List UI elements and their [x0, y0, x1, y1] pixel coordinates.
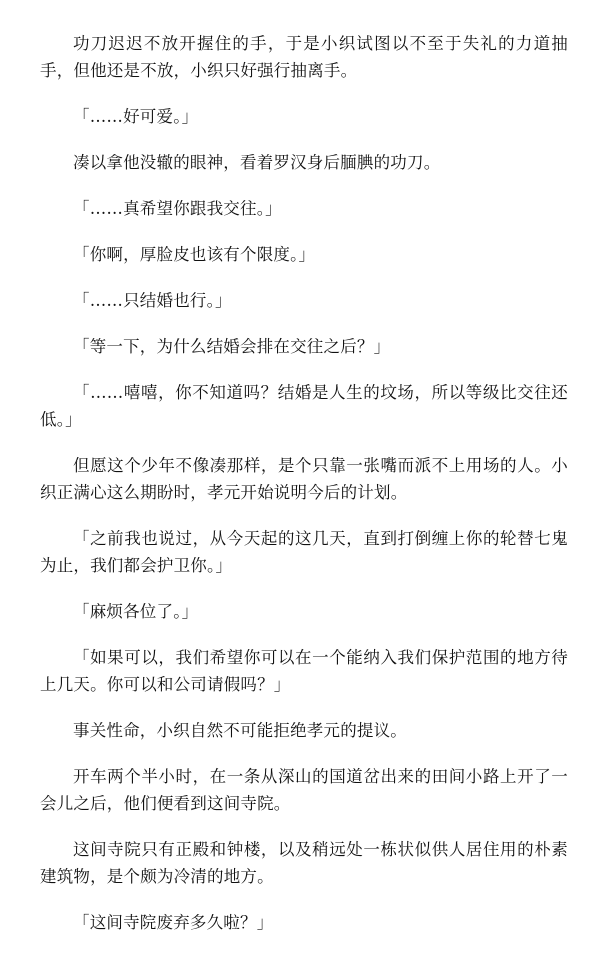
paragraph: 事关性命，小织自然不可能拒绝孝元的提议。 [73, 721, 407, 740]
paragraph: 凑以拿他没辙的眼神，看着罗汉身后腼腆的功刀。 [73, 153, 441, 172]
dialogue-line: 「……只结婚也行。」 [73, 291, 232, 310]
dialogue-line: 「……真希望你跟我交往。」 [73, 199, 282, 218]
paragraph: 开车两个半小时，在一条从深山的国道岔出来的田间小路上开了一会儿之后，他们便看到这间寺院。 [40, 767, 568, 813]
dialogue-line: 「……好可爱。」 [73, 107, 199, 126]
paragraph: 但愿这个少年不像凑那样，是个只靠一张嘴而派不上用场的人。小织正满心这么期盼时，孝元开始说明今后的计划。 [40, 456, 568, 502]
paragraph: 这间寺院只有正殿和钟楼，以及稍远处一栋状似供人居住用的朴素建筑物，是个颇为冷清的地方。 [40, 840, 568, 886]
dialogue-line: 「之前我也说过，从今天起的这几天，直到打倒缠上你的轮替七鬼为止，我们都会护卫你。」 [40, 529, 568, 575]
dialogue-line: 「如果可以，我们希望你可以在一个能纳入我们保护范围的地方待上几天。你可以和公司请假吗？」 [40, 648, 568, 694]
dialogue-line: 「……嘻嘻，你不知道吗？结婚是人生的坟场，所以等级比交往还低。」 [40, 383, 568, 429]
dialogue-line: 「等一下，为什么结婚会排在交往之后？」 [73, 337, 391, 356]
document-page [40, 30, 568, 955]
dialogue-line: 「麻烦各位了。」 [73, 602, 199, 621]
dialogue-line: 「这间寺院废弃多久啦？」 [73, 913, 274, 932]
dialogue-line: 「你啊，厚脸皮也该有个限度。」 [73, 245, 316, 264]
paragraph: 功刀迟迟不放开握住的手，于是小织试图以不至于失礼的力道抽手，但他还是不放，小织只好强行抽离手。 [40, 34, 568, 80]
